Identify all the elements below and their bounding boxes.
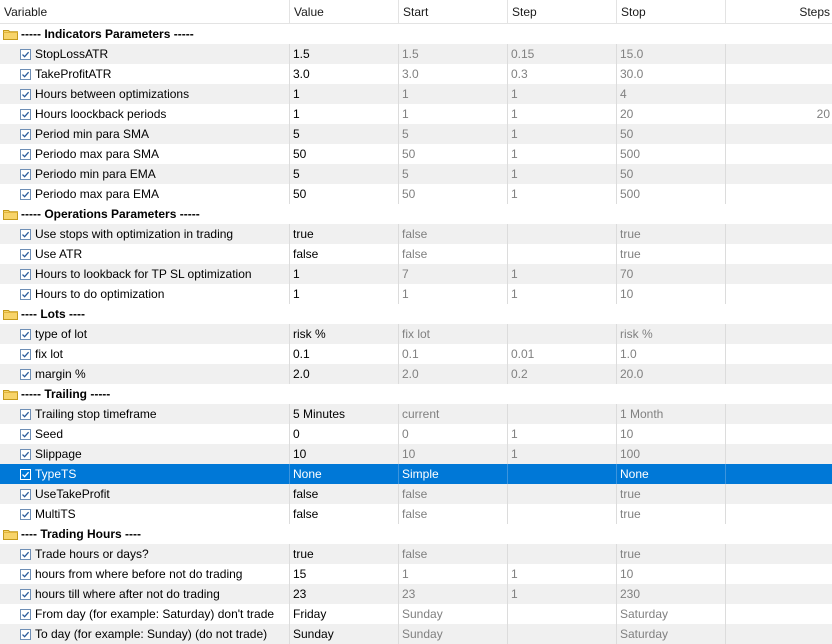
step-cell[interactable]: 1 (508, 444, 617, 464)
group-label-cell[interactable] (0, 384, 832, 404)
parameter-row[interactable] (0, 544, 832, 564)
variable-cell[interactable] (0, 144, 290, 164)
column-header-start[interactable]: Start (399, 0, 508, 23)
steps-cell[interactable] (726, 624, 832, 644)
value-cell[interactable]: 1 (290, 264, 399, 284)
parameter-row[interactable] (0, 104, 832, 124)
value-cell[interactable]: 2.0 (290, 364, 399, 384)
steps-cell[interactable] (726, 284, 832, 304)
stop-cell[interactable]: Saturday (617, 624, 726, 644)
start-cell[interactable]: 10 (399, 444, 508, 464)
step-cell[interactable] (508, 544, 617, 564)
value-cell[interactable]: 1 (290, 104, 399, 124)
group-label-cell[interactable] (0, 304, 832, 324)
parameter-row[interactable] (0, 324, 832, 344)
checkbox-checked-icon[interactable] (20, 409, 31, 420)
checkbox-checked-icon[interactable] (20, 289, 31, 300)
stop-cell[interactable]: true (617, 544, 726, 564)
step-cell[interactable]: 1 (508, 144, 617, 164)
variable-name: Use stops with optimization in trading (35, 227, 234, 241)
start-cell[interactable]: Simple (399, 464, 508, 484)
steps-cell[interactable] (726, 264, 832, 284)
checkbox-checked-icon[interactable] (20, 489, 31, 500)
start-cell[interactable]: false (399, 244, 508, 264)
step-cell[interactable]: 1 (508, 584, 617, 604)
checkbox-checked-icon[interactable] (20, 269, 31, 280)
stop-cell[interactable]: risk % (617, 324, 726, 344)
checkbox-checked-icon[interactable] (20, 149, 31, 160)
stop-cell[interactable]: true (617, 504, 726, 524)
parameter-row[interactable] (0, 164, 832, 184)
checkbox-checked-icon[interactable] (20, 49, 31, 60)
value-cell[interactable]: 0.1 (290, 344, 399, 364)
start-cell[interactable]: false (399, 224, 508, 244)
variable-name: Periodo max para EMA (35, 187, 160, 201)
group-label: ----- Operations Parameters ----- (21, 207, 200, 221)
step-cell[interactable]: 1 (508, 164, 617, 184)
variable-name: Trailing stop timeframe (35, 407, 157, 421)
variable-cell[interactable] (0, 244, 290, 264)
step-cell[interactable]: 1 (508, 84, 617, 104)
value-cell[interactable]: risk % (290, 324, 399, 344)
checkbox-checked-icon[interactable] (20, 449, 31, 460)
parameter-row[interactable] (0, 144, 832, 164)
step-cell[interactable]: 1 (508, 264, 617, 284)
variable-cell[interactable] (0, 164, 290, 184)
variable-cell[interactable] (0, 424, 290, 444)
column-header-steps[interactable]: Steps (799, 5, 830, 19)
folder-icon (3, 309, 18, 320)
start-cell[interactable]: 0 (399, 424, 508, 444)
checkbox-checked-icon[interactable] (20, 589, 31, 600)
variable-name: Use ATR (35, 247, 83, 261)
value-cell[interactable]: None (290, 464, 399, 484)
value-cell[interactable]: 1 (290, 284, 399, 304)
stop-cell[interactable]: true (617, 244, 726, 264)
value-cell[interactable]: false (290, 244, 399, 264)
variable-cell[interactable] (0, 344, 290, 364)
step-cell[interactable] (508, 324, 617, 344)
folder-icon (3, 529, 18, 540)
start-cell[interactable]: Sunday (399, 624, 508, 644)
variable-cell[interactable] (0, 564, 290, 584)
parameter-row[interactable] (0, 284, 832, 304)
stop-cell[interactable]: Saturday (617, 604, 726, 624)
variable-cell[interactable] (0, 324, 290, 344)
variable-cell[interactable] (0, 224, 290, 244)
variable-name: fix lot (35, 347, 64, 361)
folder-icon (3, 209, 18, 220)
checkbox-checked-icon[interactable] (20, 249, 31, 260)
start-cell[interactable]: current (399, 404, 508, 424)
steps-cell[interactable] (726, 344, 832, 364)
start-cell[interactable]: 0.1 (399, 344, 508, 364)
steps-cell[interactable] (726, 544, 832, 564)
variable-cell[interactable] (0, 104, 290, 124)
variable-cell[interactable] (0, 444, 290, 464)
step-cell[interactable]: 1 (508, 564, 617, 584)
stop-cell[interactable]: None (617, 464, 726, 484)
stop-cell[interactable]: 20.0 (617, 364, 726, 384)
value-cell[interactable]: false (290, 484, 399, 504)
step-cell[interactable] (508, 244, 617, 264)
variable-cell[interactable] (0, 64, 290, 84)
value-cell[interactable]: 50 (290, 184, 399, 204)
stop-cell[interactable]: 1.0 (617, 344, 726, 364)
variable-cell[interactable] (0, 44, 290, 64)
variable-name: Hours between optimizations (35, 87, 190, 101)
start-cell[interactable]: 23 (399, 584, 508, 604)
column-header-value[interactable]: Value (290, 0, 399, 23)
group-row[interactable] (0, 524, 832, 544)
step-cell[interactable] (508, 484, 617, 504)
value-cell[interactable]: 5 (290, 164, 399, 184)
value-cell[interactable]: 5 (290, 124, 399, 144)
checkbox-checked-icon[interactable] (20, 129, 31, 140)
column-header-stop[interactable]: Stop (617, 0, 726, 23)
parameter-row[interactable] (0, 484, 832, 504)
variable-name: margin % (35, 367, 86, 381)
steps-cell[interactable] (726, 404, 832, 424)
steps-cell[interactable] (726, 604, 832, 624)
parameter-row[interactable] (0, 184, 832, 204)
group-label: ----- Indicators Parameters ----- (21, 27, 194, 41)
start-cell[interactable]: 3.0 (399, 64, 508, 84)
stop-cell[interactable]: 50 (617, 164, 726, 184)
stop-cell[interactable]: 50 (617, 124, 726, 144)
folder-icon (3, 389, 18, 400)
parameter-row[interactable] (0, 564, 832, 584)
value-cell[interactable]: 3.0 (290, 64, 399, 84)
table-body (0, 24, 832, 644)
variable-cell[interactable] (0, 284, 290, 304)
value-cell[interactable]: 5 Minutes (290, 404, 399, 424)
stop-cell[interactable]: true (617, 484, 726, 504)
steps-cell[interactable] (726, 224, 832, 244)
value-cell[interactable]: 15 (290, 564, 399, 584)
variable-name: Periodo min para EMA (35, 167, 156, 181)
value-cell[interactable]: 50 (290, 144, 399, 164)
steps-cell[interactable] (726, 424, 832, 444)
variable-name: Trade hours or days? (35, 547, 149, 561)
variable-name: StopLossATR (35, 47, 109, 61)
checkbox-checked-icon[interactable] (20, 69, 31, 80)
value-cell[interactable]: true (290, 224, 399, 244)
parameter-row[interactable] (0, 124, 832, 144)
variable-name: From day (for example: Saturday) don't trade (35, 607, 275, 621)
checkbox-checked-icon[interactable] (20, 329, 31, 340)
variable-cell[interactable] (0, 464, 290, 484)
step-cell[interactable]: 1 (508, 424, 617, 444)
steps-cell[interactable] (726, 64, 832, 84)
steps-cell[interactable] (726, 244, 832, 264)
value-cell[interactable]: 1.5 (290, 44, 399, 64)
variable-name: TypeTS (35, 467, 77, 481)
checkbox-checked-icon[interactable] (20, 569, 31, 580)
step-cell[interactable]: 1 (508, 184, 617, 204)
checkbox-checked-icon[interactable] (20, 229, 31, 240)
steps-cell[interactable] (726, 324, 832, 344)
step-cell[interactable]: 0.3 (508, 64, 617, 84)
variable-cell[interactable] (0, 544, 290, 564)
stop-cell[interactable]: 70 (617, 264, 726, 284)
checkbox-checked-icon[interactable] (20, 189, 31, 200)
step-cell[interactable] (508, 464, 617, 484)
start-cell[interactable]: false (399, 484, 508, 504)
parameter-row[interactable] (0, 624, 832, 644)
value-cell[interactable]: Sunday (290, 624, 399, 644)
stop-cell[interactable]: 10 (617, 564, 726, 584)
variable-cell[interactable] (0, 504, 290, 524)
parameter-row[interactable] (0, 584, 832, 604)
stop-cell[interactable]: 230 (617, 584, 726, 604)
start-cell[interactable]: 1 (399, 564, 508, 584)
group-label-cell[interactable] (0, 524, 832, 544)
step-cell[interactable] (508, 504, 617, 524)
stop-cell[interactable]: 1 Month (617, 404, 726, 424)
step-cell[interactable]: 1 (508, 124, 617, 144)
steps-cell[interactable] (726, 444, 832, 464)
steps-cell[interactable] (726, 124, 832, 144)
parameter-row[interactable] (0, 464, 832, 484)
start-cell[interactable]: 1 (399, 84, 508, 104)
checkbox-checked-icon[interactable] (20, 609, 31, 620)
column-header-variable[interactable]: Variable (0, 0, 290, 23)
start-cell[interactable]: 1.5 (399, 44, 508, 64)
group-label-cell[interactable] (0, 204, 832, 224)
start-cell[interactable]: 5 (399, 164, 508, 184)
stop-cell[interactable]: 30.0 (617, 64, 726, 84)
parameter-row[interactable] (0, 424, 832, 444)
parameter-row[interactable] (0, 504, 832, 524)
column-header-step[interactable]: Step (508, 0, 617, 23)
checkbox-checked-icon[interactable] (20, 629, 31, 640)
steps-cell[interactable] (726, 564, 832, 584)
steps-cell[interactable] (726, 84, 832, 104)
checkbox-checked-icon[interactable] (20, 109, 31, 120)
steps-cell[interactable] (726, 504, 832, 524)
value-cell[interactable]: false (290, 504, 399, 524)
start-cell[interactable]: Sunday (399, 604, 508, 624)
step-cell[interactable]: 0.01 (508, 344, 617, 364)
parameter-row[interactable] (0, 264, 832, 284)
stop-cell[interactable]: 100 (617, 444, 726, 464)
value-cell[interactable]: Friday (290, 604, 399, 624)
variable-name: type of lot (35, 327, 88, 341)
variable-cell[interactable] (0, 364, 290, 384)
value-cell[interactable]: 0 (290, 424, 399, 444)
variable-name: TakeProfitATR (35, 67, 112, 81)
stop-cell[interactable]: true (617, 224, 726, 244)
table-header (0, 0, 832, 24)
parameter-row[interactable] (0, 64, 832, 84)
parameter-row[interactable] (0, 344, 832, 364)
start-cell[interactable]: 2.0 (399, 364, 508, 384)
checkbox-checked-icon[interactable] (20, 369, 31, 380)
value-cell[interactable]: 10 (290, 444, 399, 464)
variable-name: Periodo max para SMA (35, 147, 160, 161)
steps-cell[interactable] (726, 144, 832, 164)
parameter-row[interactable] (0, 444, 832, 464)
variable-name: Hours to do optimization (35, 287, 165, 301)
variable-name: Hours to lookback for TP SL optimization (35, 267, 252, 281)
variable-cell[interactable] (0, 404, 290, 424)
value-cell[interactable]: 1 (290, 84, 399, 104)
start-cell[interactable]: 50 (399, 144, 508, 164)
steps-cell[interactable] (726, 44, 832, 64)
parameter-row[interactable] (0, 364, 832, 384)
variable-name: Slippage (35, 447, 82, 461)
checkbox-checked-icon[interactable] (20, 469, 31, 480)
parameter-row[interactable] (0, 224, 832, 244)
variable-name: Period min para SMA (35, 127, 150, 141)
parameter-row[interactable] (0, 404, 832, 424)
stop-cell[interactable]: 20 (617, 104, 726, 124)
step-cell[interactable] (508, 224, 617, 244)
steps-cell[interactable]: 20 (816, 107, 830, 121)
stop-cell[interactable]: 10 (617, 424, 726, 444)
parameter-row[interactable] (0, 244, 832, 264)
parameter-row[interactable] (0, 44, 832, 64)
variable-cell[interactable] (0, 624, 290, 644)
step-cell[interactable]: 1 (508, 104, 617, 124)
steps-cell[interactable] (726, 184, 832, 204)
steps-cell[interactable] (726, 484, 832, 504)
variable-cell[interactable] (0, 184, 290, 204)
checkbox-checked-icon[interactable] (20, 169, 31, 180)
variable-name: hours till where after not do trading (35, 587, 220, 601)
group-label: ---- Trading Hours ---- (21, 527, 141, 541)
steps-cell[interactable] (726, 164, 832, 184)
checkbox-checked-icon[interactable] (20, 349, 31, 360)
checkbox-checked-icon[interactable] (20, 549, 31, 560)
stop-cell[interactable]: 500 (617, 144, 726, 164)
parameter-row[interactable] (0, 84, 832, 104)
group-row[interactable] (0, 384, 832, 404)
step-cell[interactable]: 0.15 (508, 44, 617, 64)
group-row[interactable] (0, 24, 832, 44)
variable-cell[interactable] (0, 124, 290, 144)
start-cell[interactable]: 50 (399, 184, 508, 204)
start-cell[interactable]: 5 (399, 124, 508, 144)
start-cell[interactable]: 7 (399, 264, 508, 284)
stop-cell[interactable]: 10 (617, 284, 726, 304)
step-cell[interactable] (508, 404, 617, 424)
step-cell[interactable]: 0.2 (508, 364, 617, 384)
parameter-row[interactable] (0, 604, 832, 624)
stop-cell[interactable]: 4 (617, 84, 726, 104)
step-cell[interactable] (508, 604, 617, 624)
start-cell[interactable]: 1 (399, 104, 508, 124)
step-cell[interactable] (508, 624, 617, 644)
variable-cell[interactable] (0, 584, 290, 604)
variable-name: Seed (35, 427, 64, 441)
steps-cell[interactable] (726, 584, 832, 604)
start-cell[interactable]: fix lot (399, 324, 508, 344)
checkbox-checked-icon[interactable] (20, 429, 31, 440)
checkbox-checked-icon[interactable] (20, 509, 31, 520)
value-cell[interactable]: true (290, 544, 399, 564)
variable-name: UseTakeProfit (35, 487, 110, 501)
steps-cell[interactable] (726, 364, 832, 384)
variable-cell[interactable] (0, 484, 290, 504)
variable-name: hours from where before not do trading (35, 567, 243, 581)
group-label: ---- Lots ---- (21, 307, 85, 321)
variable-cell[interactable] (0, 604, 290, 624)
variable-cell[interactable] (0, 264, 290, 284)
variable-cell[interactable] (0, 84, 290, 104)
group-row[interactable] (0, 304, 832, 324)
stop-cell[interactable]: 500 (617, 184, 726, 204)
checkbox-checked-icon[interactable] (20, 89, 31, 100)
steps-cell[interactable] (726, 464, 832, 484)
start-cell[interactable]: false (399, 504, 508, 524)
group-row[interactable] (0, 204, 832, 224)
step-cell[interactable]: 1 (508, 284, 617, 304)
group-label-cell[interactable] (0, 24, 832, 44)
start-cell[interactable]: false (399, 544, 508, 564)
group-label: ----- Trailing ----- (21, 387, 111, 401)
folder-icon (3, 29, 18, 40)
variable-name: MultiTS (35, 507, 76, 521)
value-cell[interactable]: 23 (290, 584, 399, 604)
variable-name: To day (for example: Sunday) (do not trade) (35, 627, 268, 641)
start-cell[interactable]: 1 (399, 284, 508, 304)
variable-name: Hours loockback periods (35, 107, 167, 121)
stop-cell[interactable]: 15.0 (617, 44, 726, 64)
